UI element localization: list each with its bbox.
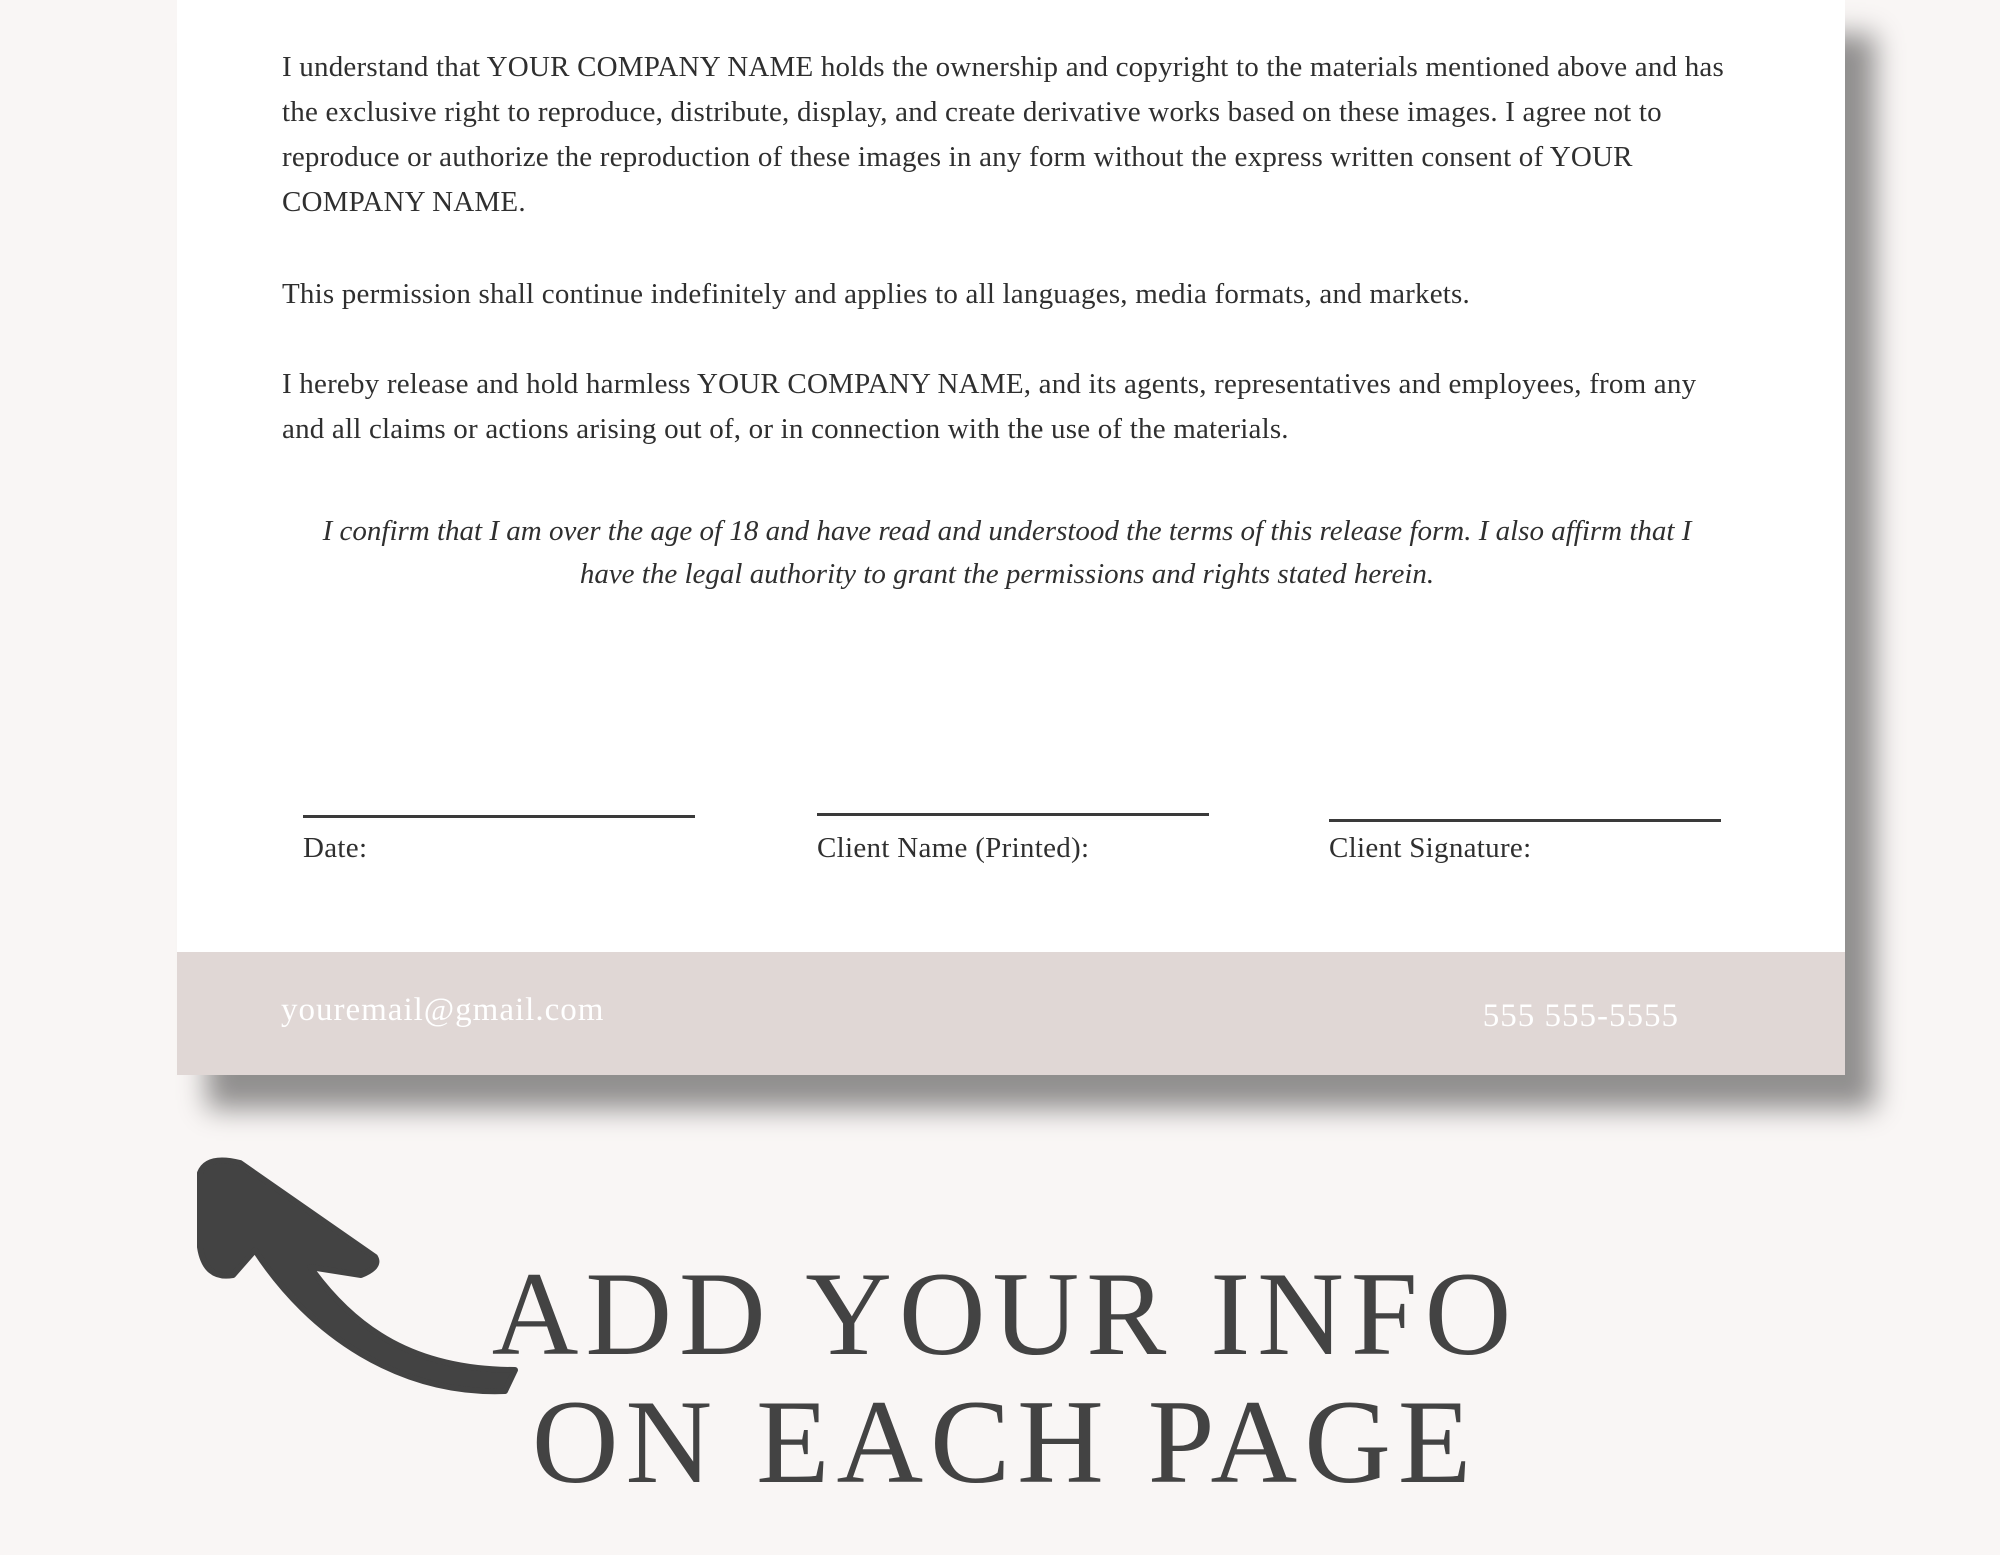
age-confirmation-statement: I confirm that I am over the age of 18 and have read and understood the terms of this release form. I also affirm that I have the legal authority to grant the permissions and rights stated herein. <box>322 515 1692 590</box>
date-label: Date: <box>303 832 368 864</box>
date-signature-line[interactable] <box>303 815 695 818</box>
promo-headline-line-2: ON EACH PAGE <box>531 1375 1479 1508</box>
release-form-page <box>177 0 1845 1075</box>
client-name-label: Client Name (Printed): <box>817 832 1090 864</box>
client-signature-label: Client Signature: <box>1329 832 1532 864</box>
promo-headline <box>440 1247 1570 1508</box>
promo-headline-line-1: ADD YOUR INFO <box>491 1247 1519 1380</box>
client-signature-line[interactable] <box>1329 819 1721 822</box>
permission-paragraph: This permission shall continue indefinitely and applies to all languages, media formats, and markets. <box>282 278 1470 310</box>
footer-phone: 555 555-5555 <box>1482 998 1679 1034</box>
footer-email: youremail@gmail.com <box>281 992 605 1028</box>
release-paragraph: I hereby release and hold harmless YOUR COMPANY NAME, and its agents, representatives and employees, from any and all claims or actions arising out of, or in connection with the use of the materials. <box>282 368 1697 445</box>
client-name-signature-line[interactable] <box>817 813 1209 816</box>
contact-footer <box>177 952 1845 1075</box>
ownership-paragraph: I understand that YOUR COMPANY NAME holds the ownership and copyright to the materials mentioned above and has the exclusive right to reproduce, distribute, display, and create derivative works based on these images. I agree not to reproduce or authorize the reproduction of these images in any form without the express written consent of YOUR COMPANY NAME. <box>282 51 1724 218</box>
